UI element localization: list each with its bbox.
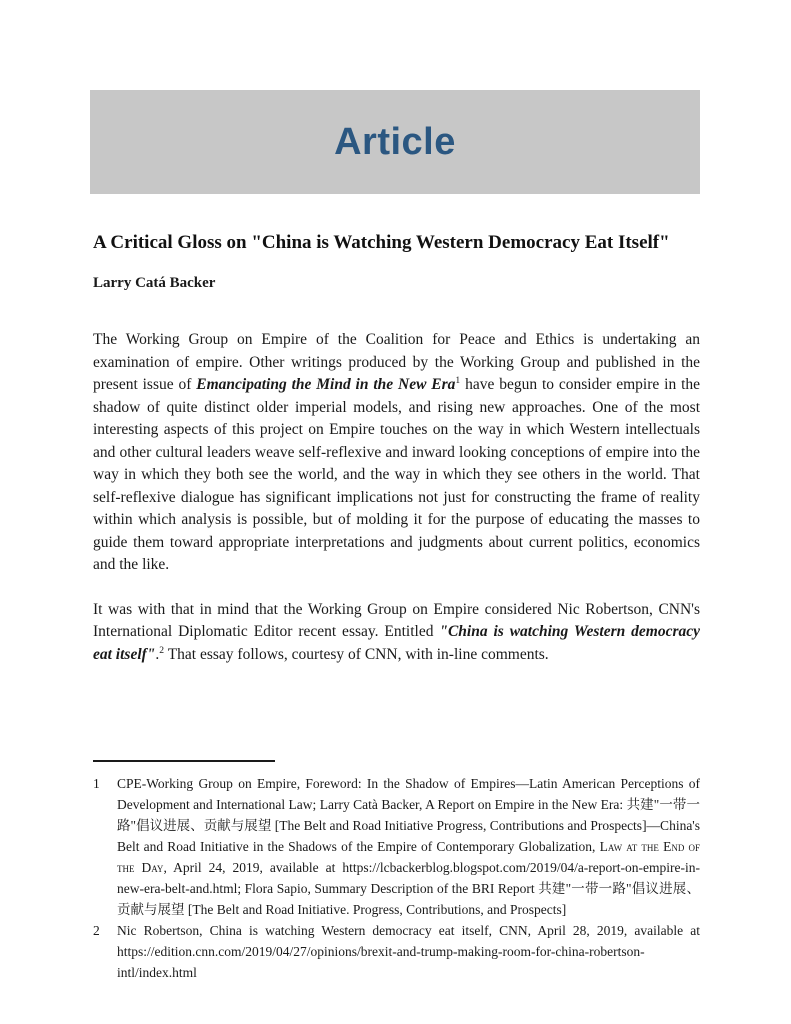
footnote-1-number: 1: [93, 776, 100, 791]
article-title: A Critical Gloss on "China is Watching Western Democracy Eat Itself": [93, 232, 670, 253]
body-paragraph-2: It was with that in mind that the Working Group on Empire considered Nic Robertson, CNN's International Diplomatic Editor recent essay. Entitled "China is watching Western democracy eat itself".$^2$ That essay follows, courtesy of CNN, with in-line comments.: [93, 600, 700, 663]
footnote-item-1: [93, 773, 700, 920]
body-paragraph-1: The Working Group on Empire of the Coalition for Peace and Ethics is undertaking an examination of empire. Other writings produced by the Working Group and published in the present issue of Emancipating the Mind in the New Era$^1$ have begun to consider empire in the shadow of quite distinct older imperial models, and rising new approaches. One of the most interesting aspects of this project on Empire touches on the way in which Western intellectuals and other cultural leaders weave self-reflexive and inward looking conceptions of empire into the way in which they both see the world, and the way in which they see others in the world. That self-reflexive dialogue has significant implications not just for constructing the frame of reality within which analysis is possible, but of molding it for the purpose of educating the masses to guide them toward appropriate interpretations and judgments about current politics, economics and the like.: [93, 331, 700, 573]
footnote-item-2: [93, 920, 700, 983]
footnote-2-text: Nic Robertson, China is watching Western democracy eat itself, CNN, April 28, 2019, available at https://edition.cnn.com/2019/04/27/opinions/brexit-and-trump-making-room-for-china-robertson-intl/index.html: [117, 923, 700, 980]
article-author: Larry Catá Backer: [93, 275, 216, 291]
footnote-1-text: CPE-Working Group on Empire, Foreword: In the Shadow of Empires—Latin American Perceptions of Development and International Law; Larry Catà Backer, A Report on Empire in the New Era: 共建"一带一路"倡议进展、贡献与展望 [The Belt and Road Initiative Progress, Contributions and Prospects]—China's Belt and Road Initiative in the Shadows of the Empire of Contemporary Globalization, Law at the End of the Day, April 24, 2019, available at https://lcbackerblog.blogspot.com/2019/04/a-report-on-empire-in-new-era-belt-and.html; Flora Sapio, Summary Description of the BRI Report 共建"一带一路"倡议进展、贡献与展望 [The Belt and Road Initiative. Progress, Contributions, and Prospects]: [117, 776, 701, 917]
footnote-2-number: 2: [93, 923, 100, 938]
footnote-separator: [93, 760, 275, 762]
article-type-banner: [90, 90, 700, 194]
article-content: [93, 230, 700, 666]
footnotes-section: [93, 760, 700, 983]
banner-label: Article: [334, 120, 456, 163]
